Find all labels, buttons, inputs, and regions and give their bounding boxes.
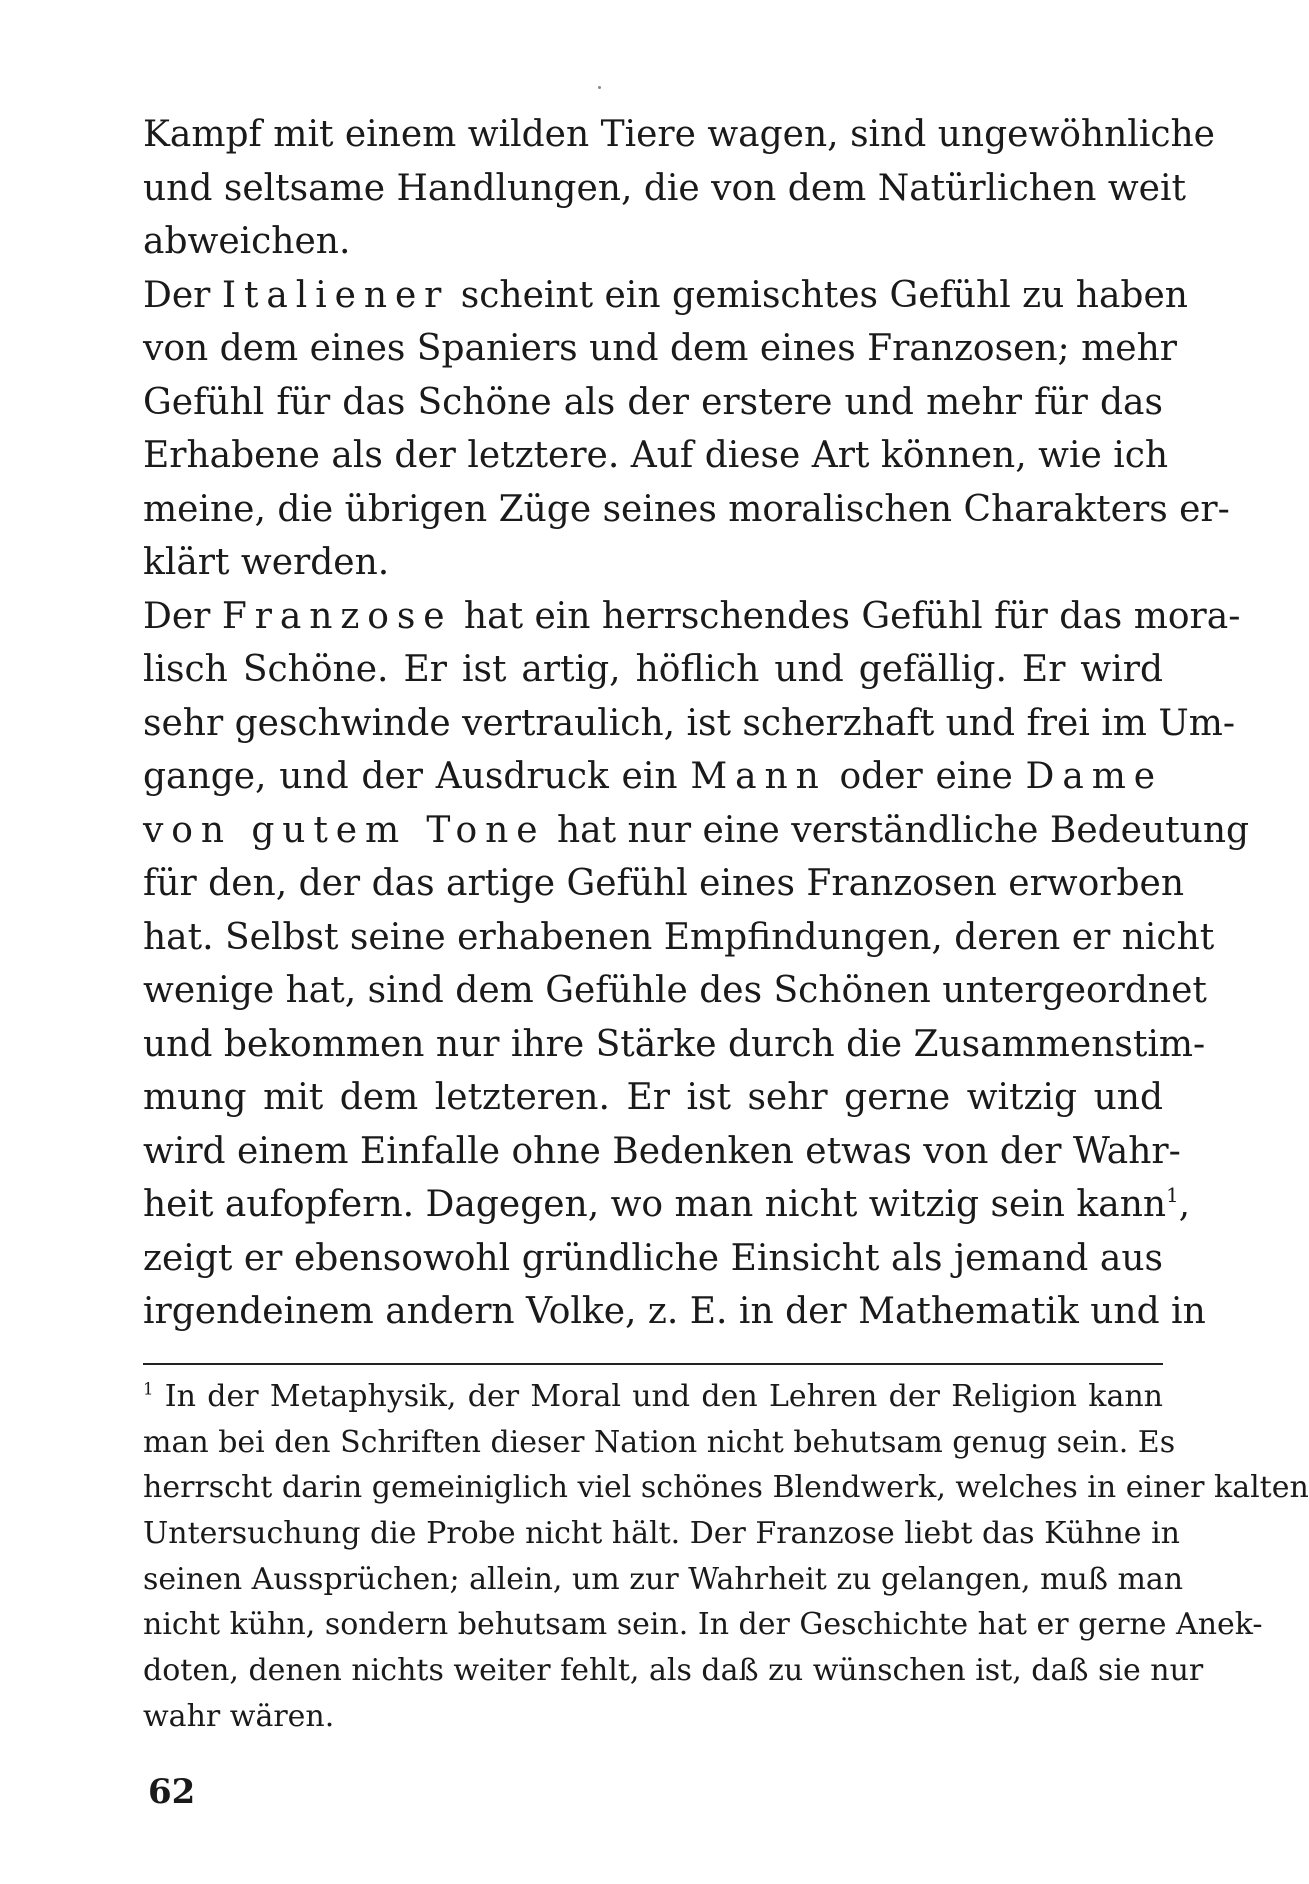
footnote-line: $^1$ In der Metaphysik, der Moral und den Lehren der Religion kann: [143, 1379, 1163, 1414]
text-line: von gutem Tone hat nur eine verständliche Bedeutung: [143, 809, 1250, 851]
text-line: Gefühl für das Schöne als der erstere und mehr für das: [143, 381, 1163, 423]
text-line: von dem eines Spaniers und dem eines Franzosen; mehr: [143, 328, 1177, 369]
text-line: heit aufopfern. Dagegen, wo man nicht witzig sein kann$^1$,: [143, 1184, 1191, 1225]
text-line: Der Franzose hat ein herrschendes Gefühl für das mora-: [143, 595, 1241, 637]
footnote-line: Untersuchung die Probe nicht hält. Der Franzose liebt das Kühne in: [143, 1516, 1180, 1552]
text-line: wird einem Einfalle ohne Bedenken etwas von der Wahr-: [143, 1130, 1181, 1172]
text-line: wenige hat, sind dem Gefühle des Schönen untergeordnet: [143, 970, 1207, 1011]
text-line: mung mit dem letzteren. Er ist sehr gerne witzig und: [143, 1077, 1163, 1118]
emphasis-von-gutem-tone: von gutem Tone: [143, 809, 546, 851]
footnote: [143, 1374, 1309, 1740]
text-line: für den, der das artige Gefühl eines Franzosen erworben: [143, 863, 1185, 904]
text-line: meine, die übrigen Züge seines moralischen Charakters er-: [143, 488, 1230, 530]
text-line: abweichen.: [143, 221, 351, 262]
print-speck: [598, 86, 601, 89]
text-line: lisch Schöne. Er ist artig, höflich und gefällig. Er wird: [143, 649, 1163, 690]
footnote-marker: 1: [143, 1379, 154, 1399]
text-line: hat. Selbst seine erhabenen Empfindungen, deren er nicht: [143, 916, 1215, 958]
emphasis-mann: Mann: [690, 756, 827, 797]
footnote-line: seinen Aussprüchen; allein, um zur Wahrheit zu gelangen, muß man: [143, 1561, 1184, 1597]
footnote-line: doten, denen nichts weiter fehlt, als daß zu wünschen ist, daß sie nur: [143, 1653, 1204, 1689]
footnote-divider: [143, 1363, 1163, 1365]
footnote-reference: 1: [1166, 1184, 1179, 1208]
emphasis-franzose: Franzose: [221, 595, 453, 637]
page-number: 62: [148, 1772, 196, 1812]
text-line: Erhabene als der letztere. Auf diese Art können, wie ich: [143, 435, 1169, 476]
text-line: gange, und der Ausdruck ein Mann oder eine Dame: [143, 756, 1163, 797]
text-line: und bekommen nur ihre Stärke durch die Zusammenstim-: [143, 1023, 1206, 1065]
emphasis-italiener: Italiener: [221, 274, 450, 316]
main-text: [143, 108, 1250, 1339]
text-line: irgendeinem andern Volke, z. E. in der Mathematik und in: [143, 1291, 1206, 1332]
emphasis-dame: Dame: [1025, 756, 1163, 797]
footnote-line: herrscht darin gemeiniglich viel schönes Blendwerk, welches in einer kalten: [143, 1470, 1309, 1506]
text-line: zeigt er ebensowohl gründliche Einsicht als jemand aus: [143, 1237, 1163, 1279]
text-line: klärt werden.: [143, 542, 390, 583]
footnote-line: nicht kühn, sondern behutsam sein. In der Geschichte hat er gerne Anek-: [143, 1607, 1263, 1643]
text-line: sehr geschwinde vertraulich, ist scherzhaft und frei im Um-: [143, 702, 1236, 744]
text-line: Der Italiener scheint ein gemischtes Gefühl zu haben: [143, 274, 1188, 316]
text-line: Kampf mit einem wilden Tiere wagen, sind ungewöhnliche: [143, 114, 1215, 155]
text-line: und seltsame Handlungen, die von dem Natürlichen weit: [143, 167, 1186, 209]
footnote-line: man bei den Schriften dieser Nation nicht behutsam genug sein. Es: [143, 1424, 1176, 1460]
footnote-line: wahr wären.: [143, 1698, 335, 1734]
